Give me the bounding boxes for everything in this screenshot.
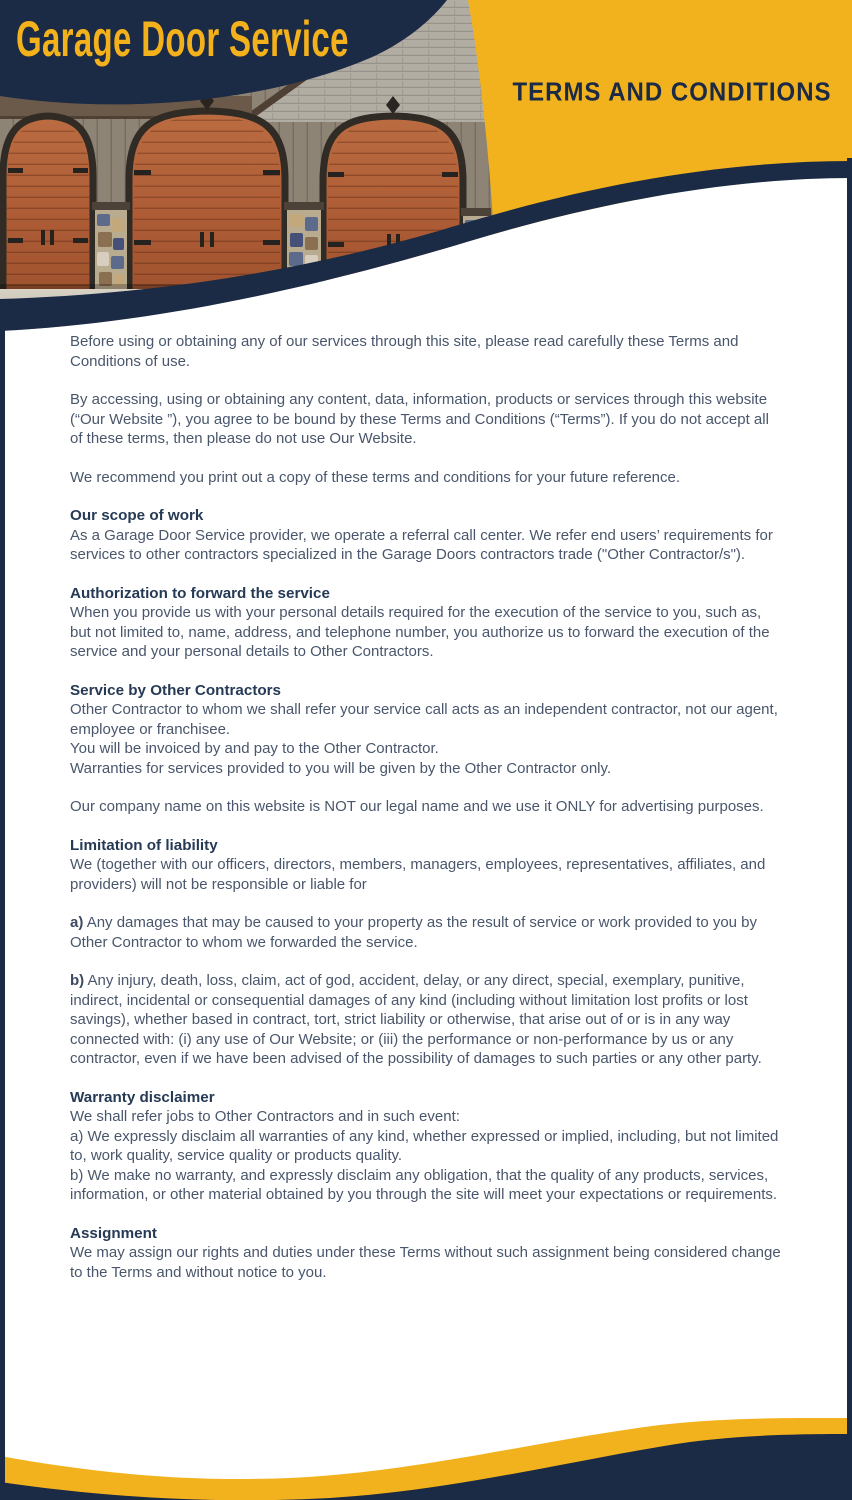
section-line: You will be invoiced by and pay to the Other Contractor.	[70, 740, 439, 757]
intro-paragraph: Before using or obtaining any of our services through this site, please read carefully these Terms and Conditions of use.	[70, 333, 739, 370]
intro-paragraph: We recommend you print out a copy of these terms and conditions for your future reference.	[70, 468, 681, 486]
page-border-left	[0, 324, 5, 1500]
section-line: Other Contractor to whom we shall refer your service call acts as an independent contractor, not our agent, employee or franchisee.	[70, 701, 778, 738]
footer-artwork	[0, 1370, 852, 1500]
item-prefix: b)	[70, 972, 85, 989]
item-text: Any injury, death, loss, claim, act of god, accident, delay, or any direct, special, exemplary, punitive, indirect, incidental or consequential damages of any kind (including without limitation lost profits or lost savings), whether based in contract, tort, strict liability or otherwise, that arise out of or is in any way connected with: (i) any use of Our Website; or (iii) the performance or non-performance by us or any contractor, even if we have been advised of the possibility of damages to such parties or any other party.	[70, 972, 762, 1067]
limitation-item-a	[70, 913, 784, 952]
section-paragraph: As a Garage Door Service provider, we operate a referral call center. We refer end users’ requirements for services to other contractors specialized in the Garage Doors contractors trade ("Other Contractor/s").	[70, 526, 773, 563]
logo: Garage Door Service	[16, 11, 349, 67]
section-paragraph: When you provide us with your personal details required for the execution of the service to you, such as, but not limited to, name, address, and telephone number, you authorize us to forward the execution of the service and your personal details to Other Contractors.	[70, 604, 770, 660]
section-lines	[70, 1107, 784, 1205]
item-text: Any damages that may be caused to your property as the result of service or work provided to you by Other Contractor to whom we forwarded the service.	[70, 914, 758, 951]
section-paragraph: We may assign our rights and duties under these Terms without such assignment being considered change to the Terms and without notice to you.	[70, 1244, 781, 1281]
limitation-item-b	[70, 971, 784, 1069]
section-line: Warranties for services provided to you will be given by the Other Contractor only.	[70, 759, 612, 777]
terms-content	[70, 332, 784, 1301]
section-heading-authorization: Authorization to forward the service	[70, 584, 330, 602]
section-line: We shall refer jobs to Other Contractors and in such event:	[70, 1108, 460, 1125]
section-heading-warranty: Warranty disclaimer	[70, 1088, 215, 1106]
intro-paragraph: By accessing, using or obtaining any content, data, information, products or services through this website (“Our Website ”), you agree to be bound by these Terms and Conditions (“Terms”). If you do not accept all of these terms, then please do not use Our Website.	[70, 391, 769, 447]
company-name-note: Our company name on this website is NOT our legal name and we use it ONLY for advertising purposes.	[70, 798, 764, 815]
section-heading-scope: Our scope of work	[70, 507, 204, 524]
section-paragraph: We (together with our officers, directors, members, managers, employees, representatives, affiliates, and providers) will not be responsible or liable for	[70, 856, 766, 893]
item-prefix: a)	[70, 914, 84, 931]
section-heading-service: Service by Other Contractors	[70, 681, 282, 699]
page-border-right	[847, 158, 852, 1500]
page-title: TERMS AND CONDITIONS	[512, 78, 832, 107]
section-heading-limitation: Limitation of liability	[70, 836, 218, 854]
section-heading-assignment: Assignment	[70, 1224, 157, 1242]
section-lines	[70, 700, 784, 778]
section-line: b) We make no warranty, and expressly disclaim any obligation, that the quality of any products, services, information, or other material obtained by you through the site will meet your expectations or requirements.	[70, 1166, 778, 1203]
section-line: a) We expressly disclaim all warranties of any kind, whether expressed or implied, including, but not limited to, work quality, service quality or products quality.	[70, 1127, 779, 1164]
